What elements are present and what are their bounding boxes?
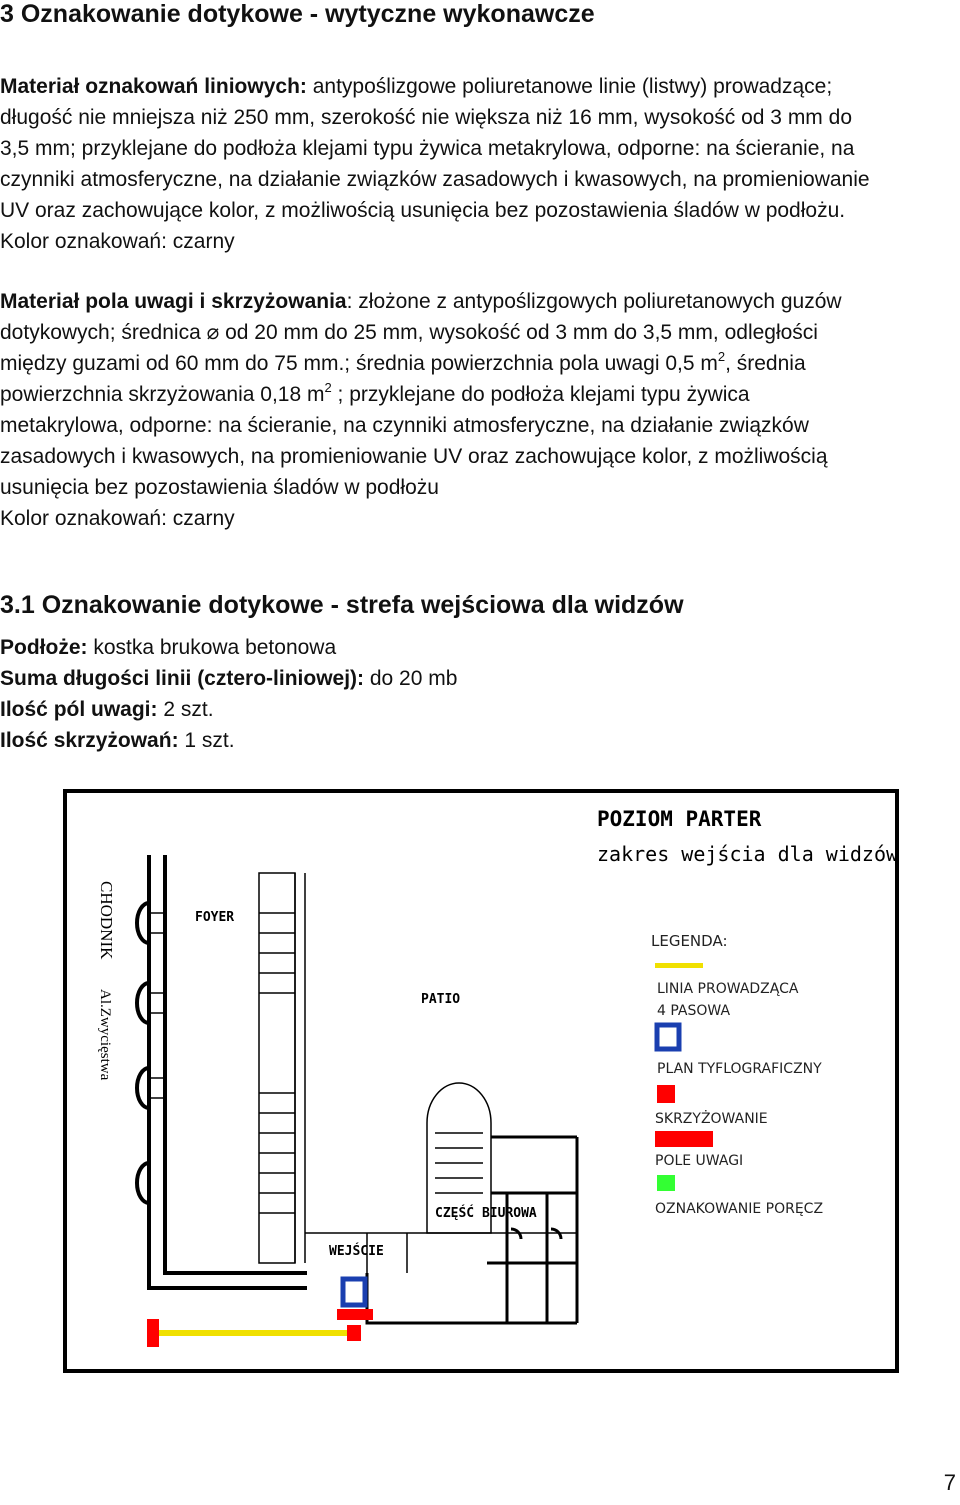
- text-line: długość nie mniejsza niż 250 mm, szerokość nie większa niż 16 mm, wysokość od 3 mm do: [0, 106, 852, 129]
- text-line: [0, 379, 960, 410]
- superscript: 2: [324, 380, 332, 395]
- inner-wall: [165, 855, 307, 1273]
- color-line: Kolor oznakowań: czarny: [0, 230, 235, 253]
- text-line: czynniki atmosferyczne, na działanie związków zasadowych i kwasowych, na promieniowanie: [0, 168, 870, 191]
- text-line: metakrylowa, odporne: na ścieranie, na czynniki atmosferyczne, na działanie związków: [0, 414, 809, 437]
- legend-warning-field-swatch: [655, 1131, 713, 1147]
- label: Ilość pól uwagi:: [0, 698, 158, 721]
- paragraph-line-material: [0, 71, 960, 257]
- label: Ilość skrzyżowań:: [0, 729, 179, 752]
- stair-steps: [435, 1133, 483, 1193]
- page-number: 7: [943, 1470, 956, 1495]
- foyer-gallery: [259, 873, 295, 1263]
- floor-plan-drawing: [67, 793, 895, 1369]
- legend-handrail-label: OZNAKOWANIE PORĘCZ: [655, 1201, 824, 1217]
- label: Materiał pola uwagi i skrzyżowania: [0, 290, 347, 313]
- surface-row: [0, 636, 336, 660]
- street-name: Al.Zwycięstwa: [97, 989, 113, 1081]
- color-line: Kolor oznakowań: czarny: [0, 507, 235, 530]
- guide-line-marker: [159, 1330, 347, 1336]
- office-label: CZĘŚĆ BIUROWA: [435, 1206, 537, 1221]
- text-line: 3,5 mm; przyklejane do podłoża klejami typu żywica metakrylowa, odporne: na ścieranie, na: [0, 137, 855, 160]
- floor-plan: [63, 789, 899, 1373]
- text: : złożone z antypoślizgowych poliuretanowych guzów: [346, 290, 842, 313]
- superscript: 2: [717, 349, 726, 364]
- text-line: [0, 286, 960, 317]
- text-line: zasadowych i kwasowych, na promieniowanie UV oraz zachowujące kolor, z możliwością: [0, 445, 828, 468]
- legend-title: LEGENDA:: [651, 932, 728, 950]
- legend-warning-field-label: POLE UWAGI: [655, 1153, 744, 1169]
- subsection-title: 3.1 Oznakowanie dotykowe - strefa wejściowa dla widzów: [0, 591, 684, 619]
- foyer-label: FOYER: [195, 910, 235, 925]
- value: 2 szt.: [157, 698, 214, 721]
- patio-label: PATIO: [421, 992, 461, 1007]
- value: do 20 mb: [364, 667, 458, 690]
- legend-guide-line-label-1: LINIA PROWADZĄCA: [657, 981, 799, 997]
- legend-handrail-swatch: [657, 1175, 675, 1191]
- gallery-stairs: [259, 913, 295, 1213]
- text: antypoślizgowe poliuretanowe linie (listwy) prowadzące;: [312, 75, 833, 98]
- text: , średnia: [725, 352, 806, 375]
- legend-tactile-plan-swatch: [657, 1025, 679, 1049]
- text-line: [0, 71, 960, 102]
- wall-ticks: [149, 913, 165, 1098]
- corridor: [295, 873, 305, 1263]
- entrance-label: WEJŚCIE: [329, 1244, 384, 1259]
- label: Suma długości linii (cztero-liniowej):: [0, 667, 365, 690]
- doors: [511, 1229, 561, 1239]
- value: kostka brukowa betonowa: [87, 636, 337, 659]
- legend-guide-line-label-2: 4 PASOWA: [657, 1003, 731, 1019]
- legend-crossing-label: SKRZYŻOWANIE: [655, 1111, 768, 1127]
- street-label: CHODNIK: [97, 881, 116, 960]
- text-line: [0, 348, 960, 379]
- text-line: UV oraz zachowujące kolor, z możliwością usunięcia bez pozostawienia śladów w podłożu.: [0, 199, 846, 222]
- tactile-plan-marker: [343, 1279, 365, 1305]
- legend-guide-line-swatch: [655, 963, 703, 968]
- office-walls: [487, 1137, 577, 1323]
- text: między guzami od 60 mm do 75 mm.; średnia powierzchnia pola uwagi 0,5 m: [0, 352, 718, 375]
- warning-field-marker: [147, 1319, 159, 1347]
- text: ; przyklejane do podłoża klejami typu żywica: [331, 383, 750, 406]
- length-row: [0, 667, 457, 691]
- crossing-marker: [337, 1309, 373, 1320]
- label: Podłoże:: [0, 636, 88, 659]
- label: Materiał oznakowań liniowych:: [0, 75, 307, 98]
- legend-crossing-swatch: [657, 1085, 675, 1103]
- fields-row: [0, 698, 214, 722]
- value: 1 szt.: [178, 729, 235, 752]
- warning-field-marker: [347, 1325, 361, 1341]
- level-title: POZIOM PARTER: [597, 807, 762, 831]
- legend-tactile-plan-label: PLAN TYFLOGRAFICZNY: [657, 1061, 822, 1077]
- text: powierzchnia skrzyżowania 0,18 m: [0, 383, 325, 406]
- plan-subtitle: zakres wejścia dla widzów: [597, 842, 895, 866]
- paragraph-field-material: [0, 286, 960, 534]
- crossings-row: [0, 729, 235, 753]
- text-line: usunięcia bez pozostawienia śladów w podłożu: [0, 476, 439, 499]
- section-title: 3 Oznakowanie dotykowe - wytyczne wykonawcze: [0, 0, 595, 28]
- text-line: dotykowych; średnica ⌀ od 20 mm do 25 mm, wysokość od 3 mm do 3,5 mm, odległości: [0, 321, 818, 344]
